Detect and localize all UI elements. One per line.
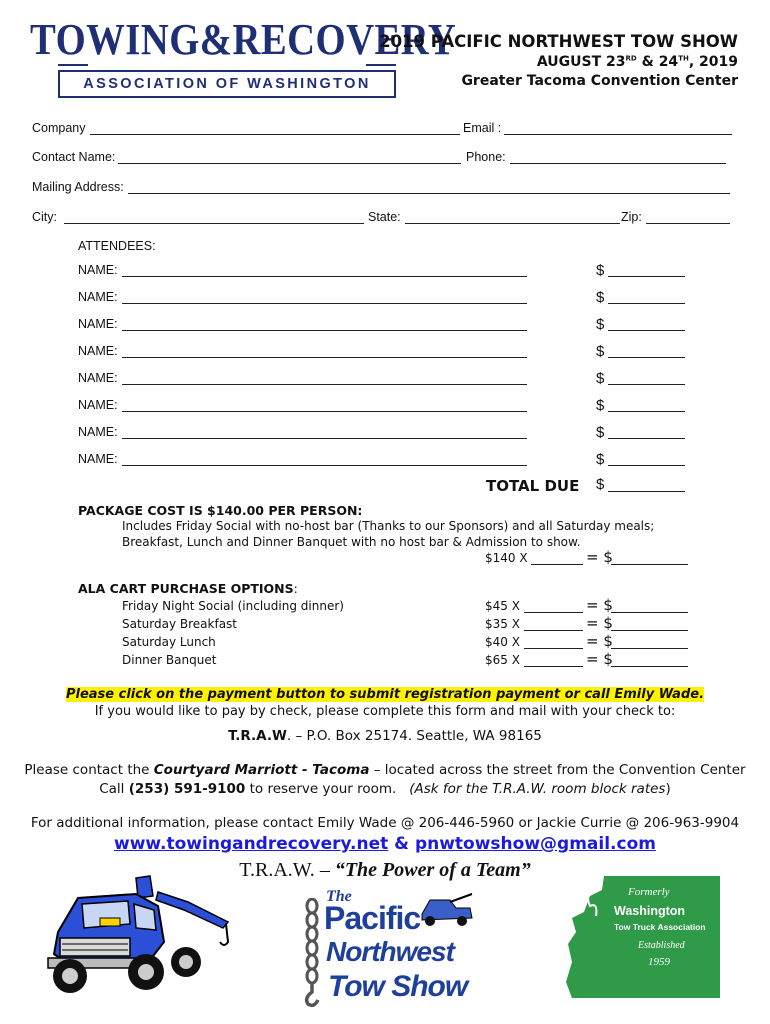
city-label: City: bbox=[32, 210, 57, 224]
ala-cart-item-name: Saturday Lunch bbox=[122, 635, 216, 649]
attendee-name-field[interactable] bbox=[122, 438, 527, 439]
ala-cart-item-name: Friday Night Social (including dinner) bbox=[122, 599, 344, 613]
attendee-name-field[interactable] bbox=[122, 411, 527, 412]
package-quantity-field[interactable] bbox=[531, 564, 583, 565]
total-due-label: TOTAL DUE bbox=[486, 477, 580, 495]
dates-sup: TH bbox=[678, 54, 689, 63]
attendee-name-label: NAME: bbox=[78, 452, 118, 466]
hotel-name: Courtyard Marriott - Tacoma bbox=[153, 762, 370, 778]
attendee-currency: $ bbox=[596, 397, 605, 414]
attendee-name-label: NAME: bbox=[78, 398, 118, 412]
email-field[interactable] bbox=[504, 134, 732, 135]
company-field[interactable] bbox=[90, 134, 460, 135]
po-box: . – P.O. Box 25174. Seattle, WA 98165 bbox=[286, 728, 542, 744]
attendee-amount-field[interactable] bbox=[608, 465, 685, 466]
ala-cart-item-price: $65 X bbox=[485, 653, 520, 667]
total-currency: $ bbox=[596, 476, 605, 493]
attendees-heading: ATTENDEES: bbox=[78, 239, 156, 253]
ala-cart-subtotal-field[interactable] bbox=[611, 648, 688, 649]
attendee-amount-field[interactable] bbox=[608, 303, 685, 304]
attendee-amount-field[interactable] bbox=[608, 438, 685, 439]
phone-label: Phone: bbox=[466, 150, 506, 164]
hotel-info bbox=[0, 762, 770, 778]
wa-assoc-name: Tow Truck Association bbox=[614, 922, 706, 932]
wa-year: 1959 bbox=[648, 956, 670, 968]
links-line bbox=[0, 834, 770, 854]
package-heading: PACKAGE COST IS $140.00 PER PERSON: bbox=[78, 503, 363, 518]
zip-field[interactable] bbox=[646, 223, 730, 224]
wa-established: Established bbox=[638, 940, 685, 951]
attendee-amount-field[interactable] bbox=[608, 330, 685, 331]
show-logo-pacific: Pacific bbox=[324, 900, 421, 936]
attendee-currency: $ bbox=[596, 370, 605, 387]
show-logo-the: The bbox=[326, 888, 352, 905]
mailing-address bbox=[0, 728, 770, 744]
ala-cart-item-price: $45 X bbox=[485, 599, 520, 613]
attendee-name-label: NAME: bbox=[78, 344, 118, 358]
attendee-name-label: NAME: bbox=[78, 371, 118, 385]
attendee-name-field[interactable] bbox=[122, 384, 527, 385]
event-venue: Greater Tacoma Convention Center bbox=[461, 73, 738, 89]
attendee-name-field[interactable] bbox=[122, 330, 527, 331]
ala-cart-heading-colon: : bbox=[293, 581, 298, 596]
city-field[interactable] bbox=[64, 223, 364, 224]
attendee-amount-field[interactable] bbox=[608, 411, 685, 412]
show-logo-tow-show: Tow Show bbox=[328, 970, 468, 1003]
attendee-amount-field[interactable] bbox=[608, 384, 685, 385]
wa-formerly: Formerly bbox=[628, 886, 670, 898]
attendee-name-label: NAME: bbox=[78, 425, 118, 439]
company-label: Company bbox=[32, 121, 86, 135]
attendee-name-field[interactable] bbox=[122, 465, 527, 466]
contact-name-field[interactable] bbox=[118, 163, 461, 164]
state-label: State: bbox=[368, 210, 401, 224]
attendee-currency: $ bbox=[596, 343, 605, 360]
hotel-phone-line bbox=[0, 781, 770, 797]
attendee-name-field[interactable] bbox=[122, 357, 527, 358]
dates-sup: RD bbox=[625, 54, 637, 63]
ala-cart-equals: = $ bbox=[586, 650, 613, 668]
state-field[interactable] bbox=[405, 223, 620, 224]
logo-subtitle: ASSOCIATION OF WASHINGTON bbox=[58, 70, 396, 98]
phone-field[interactable] bbox=[510, 163, 726, 164]
attendee-currency: $ bbox=[596, 262, 605, 279]
ala-cart-heading bbox=[78, 581, 298, 596]
dates-text: & 24 bbox=[636, 54, 679, 70]
org-name: T.R.A.W bbox=[228, 728, 287, 744]
mini-tow-truck-icon bbox=[416, 892, 476, 928]
ala-cart-equals: = $ bbox=[586, 632, 613, 650]
logo-title: TOWING&RECOVERY bbox=[30, 15, 457, 64]
hotel-text: – located across the street from the Convention Center bbox=[369, 762, 746, 778]
package-equals: = $ bbox=[586, 548, 613, 566]
hotel-text: ) bbox=[665, 781, 671, 797]
zip-label: Zip: bbox=[621, 210, 642, 224]
hotel-text: Please contact the bbox=[24, 762, 154, 778]
event-dates bbox=[537, 54, 738, 70]
ala-cart-quantity-field[interactable] bbox=[524, 648, 583, 649]
event-title: 2019 PACIFIC NORTHWEST TOW SHOW bbox=[379, 32, 738, 51]
website-link[interactable]: www.towingandrecovery.net bbox=[114, 834, 389, 854]
attendee-name-field[interactable] bbox=[122, 303, 527, 304]
ala-cart-equals: = $ bbox=[586, 596, 613, 614]
ala-cart-item-price: $40 X bbox=[485, 635, 520, 649]
ala-cart-item-price: $35 X bbox=[485, 617, 520, 631]
slogan-quote: “The Power of a Team” bbox=[334, 859, 531, 881]
wa-association-logo bbox=[564, 872, 722, 1002]
attendee-name-field[interactable] bbox=[122, 276, 527, 277]
payment-notice bbox=[0, 685, 770, 703]
ala-cart-heading-text: ALA CART PURCHASE OPTIONS bbox=[78, 581, 294, 596]
association-logo bbox=[30, 15, 457, 100]
tow-truck-illustration bbox=[38, 872, 238, 1002]
hotel-text: Call bbox=[99, 781, 129, 797]
attendee-amount-field[interactable] bbox=[608, 357, 685, 358]
ala-cart-equals: = $ bbox=[586, 614, 613, 632]
attendee-currency: $ bbox=[596, 451, 605, 468]
attendee-amount-field[interactable] bbox=[608, 276, 685, 277]
ala-cart-subtotal-field[interactable] bbox=[611, 630, 688, 631]
slogan-org: T.R.A.W. bbox=[239, 859, 315, 881]
package-description-1: Includes Friday Social with no-host bar (Thanks to our Sponsors) and all Saturday meals; bbox=[122, 519, 655, 533]
attendee-currency: $ bbox=[596, 316, 605, 333]
chain-hook-icon bbox=[300, 898, 324, 1008]
package-price: $140 X bbox=[485, 551, 528, 565]
attendee-currency: $ bbox=[596, 424, 605, 441]
tow-show-logo bbox=[300, 888, 480, 1018]
package-subtotal-field[interactable] bbox=[611, 564, 688, 565]
ala-cart-quantity-field[interactable] bbox=[524, 630, 583, 631]
dates-text: AUGUST 23 bbox=[536, 54, 626, 70]
ala-cart-subtotal-field[interactable] bbox=[611, 612, 688, 613]
attendee-currency: $ bbox=[596, 289, 605, 306]
show-logo-northwest: Northwest bbox=[326, 936, 454, 967]
package-description-2: Breakfast, Lunch and Dinner Banquet with no host bar & Admission to show. bbox=[122, 535, 581, 549]
hotel-text: to reserve your room. bbox=[245, 781, 410, 797]
mailing-address-field[interactable] bbox=[128, 193, 730, 194]
ala-cart-subtotal-field[interactable] bbox=[611, 666, 688, 667]
dates-text: , 2019 bbox=[688, 54, 738, 70]
attendee-name-label: NAME: bbox=[78, 290, 118, 304]
hotel-phone: (253) 591-9100 bbox=[128, 781, 246, 797]
payment-notice-text[interactable]: Please click on the payment button to submit registration payment or call Emily Wade. bbox=[65, 687, 705, 702]
email-link[interactable]: pnwtowshow@gmail.com bbox=[414, 834, 656, 854]
check-instructions: If you would like to pay by check, please complete this form and mail with your check to: bbox=[94, 704, 676, 719]
room-block-note: (Ask for the T.R.A.W. room block rates bbox=[409, 781, 666, 797]
slogan-dash: – bbox=[314, 859, 335, 881]
mailing-address-label: Mailing Address: bbox=[32, 180, 124, 194]
email-label: Email : bbox=[463, 121, 502, 135]
ala-cart-item-name: Saturday Breakfast bbox=[122, 617, 238, 631]
attendee-name-label: NAME: bbox=[78, 317, 118, 331]
attendee-name-label: NAME: bbox=[78, 263, 118, 277]
additional-info: For additional information, please contact Emily Wade @ 206-446-5960 or Jackie Currie @ 206-963-9904 bbox=[30, 815, 740, 831]
ala-cart-quantity-field[interactable] bbox=[524, 666, 583, 667]
total-due-field[interactable] bbox=[608, 491, 685, 492]
ala-cart-item-name: Dinner Banquet bbox=[122, 653, 217, 667]
link-separator: & bbox=[388, 834, 415, 854]
ala-cart-quantity-field[interactable] bbox=[524, 612, 583, 613]
contact-name-label: Contact Name: bbox=[32, 150, 116, 164]
wa-state-name: Washington bbox=[614, 904, 686, 918]
